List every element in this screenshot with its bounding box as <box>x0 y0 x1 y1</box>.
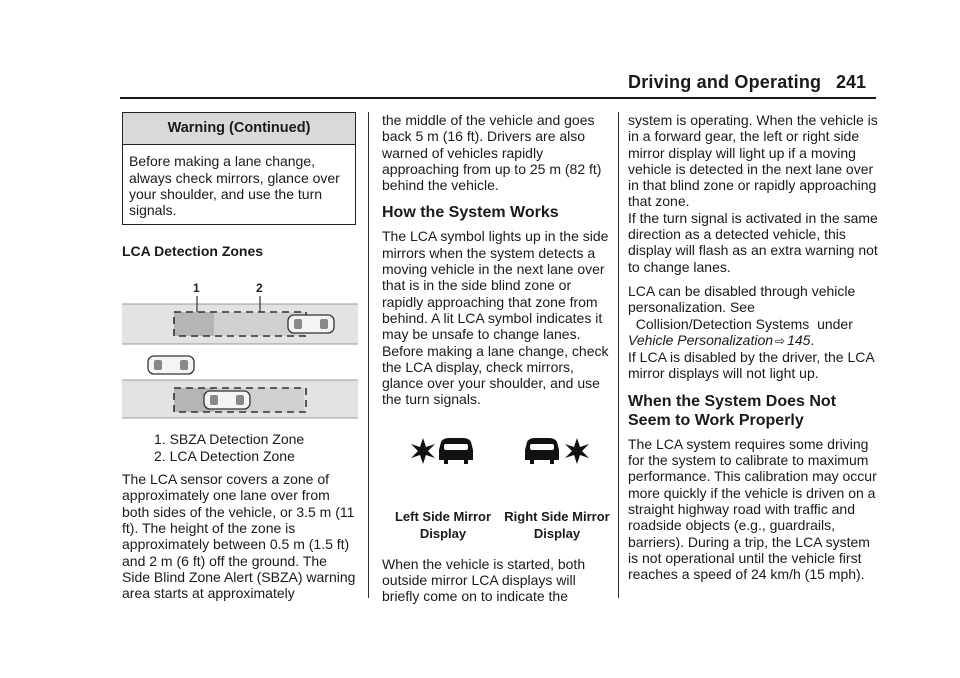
right-mirror-label: Right Side Mirror Display <box>504 508 610 541</box>
vehicle-lower <box>204 391 250 409</box>
lca-right-vehicle-icon <box>525 436 589 466</box>
section-title: Driving and Operating <box>628 72 822 92</box>
operation-paragraph: system is operating. When the vehicle is in a forward gear, the left or right side mirror display will light up if a moving vehicle is detected in the next lane over in that blind zone or rapidly approaching that zone. <box>628 112 878 210</box>
column-2 <box>382 112 614 613</box>
column-1 <box>122 112 358 609</box>
vehicle-host <box>148 356 194 374</box>
sbza-zone-upper <box>174 312 214 336</box>
lca-detection-zones-diagram <box>122 282 358 422</box>
disable-paragraph <box>628 283 878 349</box>
calibration-paragraph: The LCA system requires some driving for the system to calibrate to maximum performance. This calibration may occur more quickly if the vehicle is driven on a straight highway road with traffic and roadside objects (e.g., guardrails, barriers). During a trip, the LCA system is not operational until the vehicle first reaches a speed of 24 km/h (15 mph). <box>628 435 877 583</box>
column-3 <box>628 112 878 590</box>
legend-item-sbza: 1. SBZA Detection Zone <box>154 431 305 448</box>
header-divider <box>120 97 876 99</box>
mirror-displays <box>386 436 614 542</box>
column-divider-1 <box>368 112 369 598</box>
left-mirror-label: Left Side Mirror Display <box>394 508 492 541</box>
right-mirror-display <box>500 436 614 542</box>
vehicle-personalization-link[interactable]: Vehicle Personalization <box>628 331 774 348</box>
not-working-heading: When the System Does Not Seem to Work Properly <box>628 392 837 429</box>
column-divider-2 <box>618 112 619 598</box>
warning-body: Before making a lane change, always check mirrors, glance over your shoulder, and use the turn signals. <box>129 153 340 219</box>
callout-1: 1 <box>193 281 200 295</box>
turn-signal-paragraph: If the turn signal is activated in the same direction as a detected vehicle, this display will flash as an extra warning not to change lanes. <box>628 209 878 275</box>
vehicle-upper <box>288 315 334 333</box>
how-it-works-paragraph: The LCA symbol lights up in the side mirrors when the system detects a moving vehicle in the next lane over that is in the side blind zone or rapidly approaching that zone from behind. A lit LCA symbol indicates it may be unsafe to change lanes. Before making a lane change, check the LCA display, check mirrors, glance over your shoulder, and use the turn signals. <box>382 228 609 408</box>
page-number: 241 <box>836 72 867 92</box>
startup-paragraph: When the vehicle is started, both outside mirror LCA displays will briefly come on to indicate the <box>382 555 586 605</box>
callout-2: 2 <box>256 281 263 295</box>
page-reference[interactable]: 145 <box>787 331 811 348</box>
disable-period: . <box>810 331 815 348</box>
sbza-continued-paragraph: the middle of the vehicle and goes back 5 m (16 ft). Drivers are also warned of vehicles rapidly approaching from up to 25 m (82 ft) behind the vehicle. <box>382 112 602 194</box>
left-mirror-display <box>386 436 500 542</box>
zone-legend <box>154 431 358 465</box>
collision-detection-link[interactable]: Collision/Detection Systems under <box>628 315 853 332</box>
disable-text: LCA can be disabled through vehicle personalization. See <box>628 282 856 316</box>
page-ref-arrow-icon: ⇨ <box>775 333 786 348</box>
lca-left-vehicle-icon <box>411 436 475 466</box>
warning-box <box>122 112 356 225</box>
sensor-coverage-paragraph: The LCA sensor covers a zone of approximately one lane over from both sides of the vehicle, or 3.5 m (11 ft). The height of the zone is approximately between 0.5 m (1.5 ft) and 2 m (6 ft) off the ground. The Side Blind Zone Alert (SBZA) warning area starts at approximately <box>122 471 356 602</box>
lca-zones-heading: LCA Detection Zones <box>122 243 264 260</box>
how-it-works-heading: How the System Works <box>382 204 559 222</box>
warning-title: Warning (Continued) <box>123 113 355 145</box>
disabled-by-driver-paragraph: If LCA is disabled by the driver, the LCA mirror displays will not light up. <box>628 349 874 382</box>
legend-item-lca: 2. LCA Detection Zone <box>154 448 295 465</box>
